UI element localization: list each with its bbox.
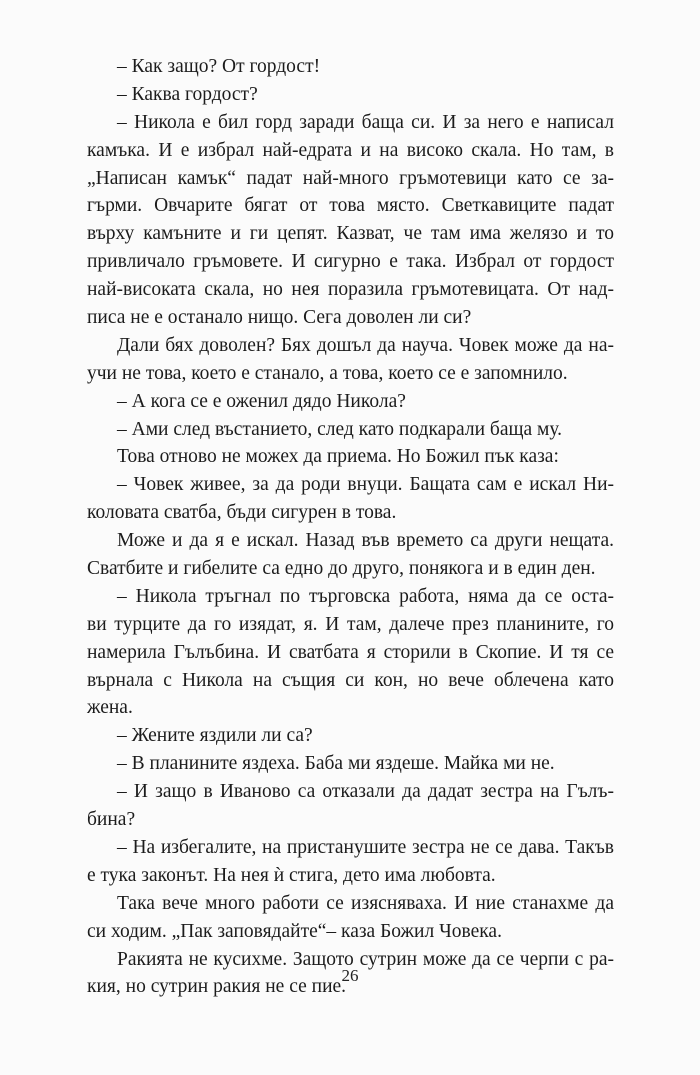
text-line: Може и да я е искал. Назад във времето са други нещата.	[117, 530, 614, 552]
text-line: кия, но сутрин ракия не се пие.	[87, 976, 347, 998]
text-line: коловата сватба, бъди сигурен в това.	[87, 502, 397, 524]
text-line: върнала с Никола на същия си кон, но вече облечена като	[87, 669, 614, 691]
text-line: привличало гръмовете. И сигурно е така. Избрал от гордост	[87, 251, 614, 273]
page-number: 26	[341, 966, 359, 985]
text-line: е тука законът. На нея ѝ стига, дето има любовта.	[87, 864, 496, 886]
text-line: върху камъните и ги цепят. Казват, че там има желязо и то	[87, 223, 614, 245]
text-line: Това отново не можех да приема. Но Божил пък каза:	[117, 446, 559, 468]
text-line: жена.	[87, 697, 133, 719]
text-line: учи не това, което е станало, а това, което се е запомнило.	[87, 362, 568, 384]
text-line: – Жените яздили ли са?	[117, 725, 313, 747]
text-line: Ракията не кусихме. Защото сутрин може да се черпи с ра-	[117, 948, 614, 970]
text-line: намерила Гълъбина. И сватбата я сторили в Скопие. И тя се	[87, 641, 614, 663]
text-line: – Ами след въстанието, след като подкарали баща му.	[117, 418, 563, 440]
text-line: си ходим. „Пак заповядайте“– каза Божил Човека.	[87, 920, 502, 942]
text-line: Сватбите и гибелите са едно до друго, понякога и в един ден.	[87, 558, 596, 580]
text-line: бина?	[87, 809, 136, 831]
text-line: камъка. И е избрал най-едрата и на високо скала. Но там, в	[87, 139, 614, 161]
text-line: най-високата скала, но нея поразила гръмотевицата. От над-	[87, 279, 614, 301]
text-line: писа не е останало нищо. Сега доволен ли си?	[87, 307, 472, 329]
text-line: Така вече много работи се изясняваха. И ние станахме да	[117, 892, 614, 914]
text-line: – Никола тръгнал по търговска работа, няма да се оста-	[117, 585, 614, 607]
text-line: – На избегалите, на пристанушите зестра не се дава. Такъв	[117, 836, 614, 858]
text-line: „Написан камък“ падат най-много гръмотевици като се за-	[87, 167, 614, 189]
text-line: – А кога се е оженил дядо Никола?	[117, 390, 406, 412]
text-line: – И защо в Иваново са отказали да дадат зестра на Гълъ-	[117, 781, 614, 803]
text-line: – Как защо? От гордост!	[117, 56, 321, 77]
text-line: Дали бях доволен? Бях дошъл да науча. Човек може да на-	[117, 334, 614, 356]
text-line: – Никола е бил горд заради баща си. И за него е написал	[117, 111, 614, 133]
book-page-text	[87, 53, 614, 1001]
text-line: гърми. Овчарите бягат от това място. Светкавиците падат	[87, 195, 614, 217]
text-line: – Човек живее, за да роди внуци. Бащата сам е искал Ни-	[117, 474, 614, 496]
text-line: – В планините яздеха. Баба ми яздеше. Майка ми не.	[117, 753, 555, 775]
text-line: ви турците да го изядат, я. И там, далече през планините, го	[87, 613, 614, 635]
text-line: – Каква гордост?	[117, 83, 258, 105]
